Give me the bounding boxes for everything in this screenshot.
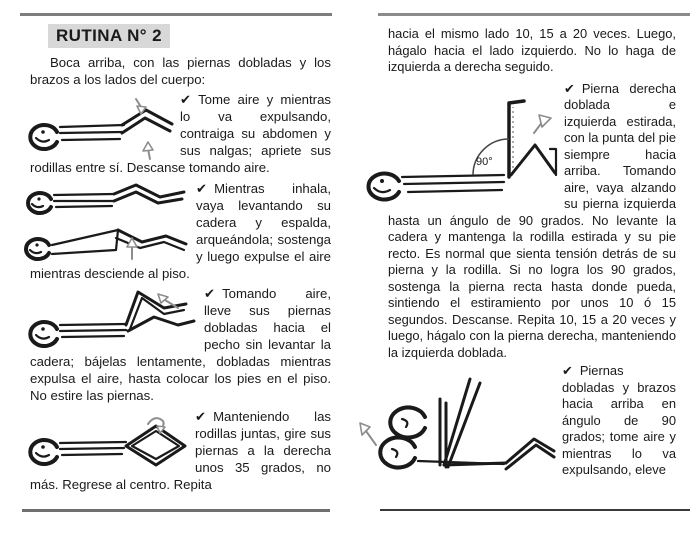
checkmark-icon: ✔: [564, 80, 575, 96]
exercise-text: Pierna derecha doblada e izquierda estirada, con la punta del pie siempre hacia arriba. Tomando aire, vaya alzando su pierna izquierda hasta un ángulo de 90 grados. No levante la cadera y mantenga la rodilla estirada y su pie recto. Es normal que sienta tensión detrás de su pierna y la rodilla. Si no logra los 90 grados, sostenga la pierna recta hasta donde pueda, sintiendo el estiramiento por unos 10 ó 15 segundos. Descanse. Repita 10, 15 a 20 veces y luego, hágalo con la pierna derecha, manteniendo la izquierda doblada.: [388, 80, 676, 360]
exercise-text: Tome aire y mientras lo va expulsando, contraiga su abdomen y sus nalgas; apriete sus rodillas entre sí. Descanse tomando aire.: [30, 92, 331, 175]
figure-supine-knees-bent-illustration: [22, 101, 172, 159]
bottom-rule-left: [22, 509, 330, 512]
exercise-item-3: [20, 285, 332, 404]
checkmark-icon: ✔: [196, 181, 208, 196]
exercise-item-6: [388, 363, 676, 479]
up-arrow-icon: [127, 238, 137, 259]
continuation-paragraph: hacia el mismo lado 10, 15 a 20 veces. Luego, hágalo hacia el lado izquierdo. No lo haga de izquierda a derecha seguido.: [388, 26, 676, 74]
left-column: [20, 16, 332, 493]
up-arrow-icon: [143, 142, 153, 159]
checkmark-icon: ✔: [562, 363, 573, 378]
figure-straight-leg-raise-90-illustration: [358, 87, 558, 211]
bottom-rule-right: [380, 509, 690, 511]
checkmark-icon: ✔: [180, 92, 192, 107]
stick-figure: [30, 292, 194, 346]
exercise-item-5: [388, 81, 676, 362]
exercise-item-4: [20, 408, 332, 493]
figure-knees-rotation-illustration: [22, 414, 187, 476]
figure-knees-to-chest-illustration: [24, 289, 196, 353]
exercise-text: Manteniendo las rodillas juntas, gire sus piernas a la derecha unos 35 grados, no más. Regrese al centro. Repita: [30, 409, 331, 492]
stick-figure-flat: [28, 185, 184, 213]
right-column: [388, 16, 676, 479]
stick-figure: [369, 101, 556, 200]
checkmark-icon: ✔: [204, 286, 216, 301]
up-left-arrow-icon: [360, 423, 376, 445]
checkmark-icon: ✔: [195, 409, 207, 424]
exercise-text: Mientras inhala, vaya levantando su cadera y espalda, arqueándola; sostenga y luego expulse el aire mientras desciende al piso.: [30, 181, 331, 281]
exercise-item-1: [20, 91, 332, 176]
intro-paragraph: Boca arriba, con las piernas dobladas y los brazos a los lados del cuerpo:: [30, 55, 331, 87]
up-right-arrow-icon: [534, 115, 551, 133]
stick-figure: [30, 110, 172, 149]
exercise-text: Piernas dobladas y brazos hacia arriba en ángulo de 90 grados; tome aire y mientras lo va expulsando, eleve: [562, 363, 676, 477]
figure-pelvic-bridge-illustration: [20, 183, 188, 265]
angle-label: 90°: [476, 155, 493, 168]
stick-figure: [380, 379, 554, 469]
exercise-text: Tomando aire, lleve sus piernas dobladas hacia el pecho sin levantar la cadera; bájelas lentamente, dobladas mientras expulsa el aire, hasta colocar los pies en el piso. No estire las piernas.: [30, 286, 331, 403]
exercise-item-2: [20, 180, 332, 282]
angle-arc: [473, 139, 509, 175]
figure-arms-legs-raised-illustration: [356, 367, 556, 477]
page-title: RUTINA N° 2: [48, 24, 170, 48]
stick-figure-arched: [26, 230, 186, 259]
